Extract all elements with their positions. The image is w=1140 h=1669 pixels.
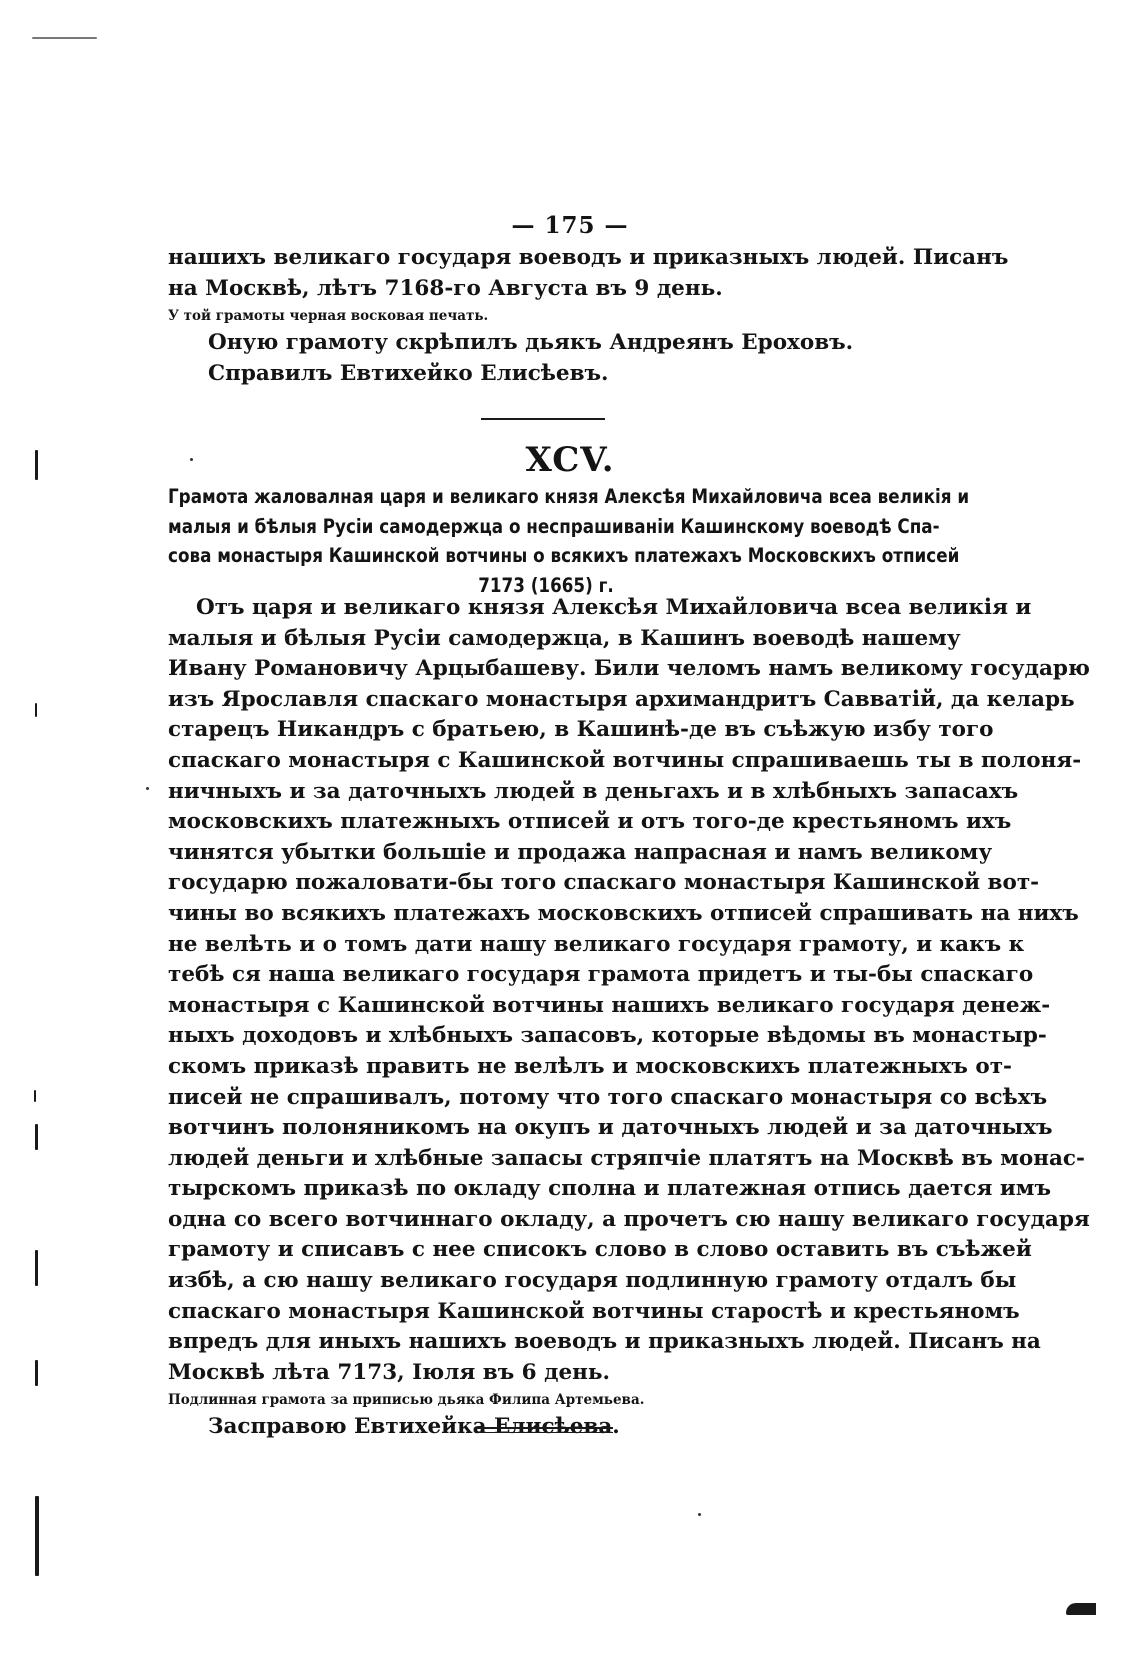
seal-note: У той грамоты черная восковая печать. (168, 308, 489, 325)
body-line: тебѣ ся наша великаго государя грамота придетъ и ты-бы спаскаго (168, 962, 1034, 988)
scan-edge-mark (35, 450, 38, 480)
scan-edge-mark (34, 1090, 36, 1102)
scan-edge-mark (35, 1496, 39, 1576)
text-line: на Москвѣ, лѣтъ 7168-го Августа въ 9 день. (168, 275, 723, 301)
text-line: нашихъ великаго государя воеводъ и приказныхъ людей. Писанъ (168, 245, 1009, 270)
body-line: Отъ царя и великаго князя Алексѣя Михайловича всеа великія и (196, 595, 1032, 620)
body-line: впредъ для иныхъ нашихъ воеводъ и приказныхъ людей. Писанъ на (168, 1329, 1041, 1355)
body-line: московскихъ платежныхъ отписей и отъ того-де крестьяномъ ихъ (168, 809, 1012, 835)
scan-edge-mark (35, 703, 37, 717)
body-line: скомъ приказѣ править не велѣлъ и московскихъ платежныхъ от- (168, 1053, 1012, 1079)
body-line: грамоту и списавъ с нее списокъ слово в слово оставить въ съѣжей (168, 1237, 1032, 1263)
scan-edge-mark (35, 1124, 38, 1150)
section-divider (481, 418, 605, 420)
signature-line: Справилъ Евтихейко Елисѣевъ. (208, 360, 609, 386)
body-line: ныхъ доходовъ и хлѣбныхъ запасовъ, которые вѣдомы въ монастыр- (168, 1023, 1047, 1049)
signature-line: Оную грамоту скрѣпилъ дьякъ Андреянъ Ероховъ. (208, 330, 854, 356)
body-line: вотчинъ полоняникомъ на окупъ и даточныхъ людей и за даточныхъ (168, 1115, 1053, 1141)
heading-line: 7173 (1665) г. (478, 573, 614, 597)
page-number: — 175 — (511, 212, 629, 239)
scan-edge-mark (32, 37, 97, 39)
body-line: старецъ Никандръ с братьею, в Кашинѣ-де въ съѣжую избу того (168, 717, 994, 743)
scan-edge-mark (35, 1250, 38, 1286)
closing-signature: Засправою Евтихейка Елисѣева. (208, 1414, 620, 1440)
body-line: изъ Ярославля спаскаго монастыря архимандритъ Савватій, да келарь (168, 686, 1075, 712)
body-line: не велѣть и о томъ дати нашу великаго государя грамоту, и какъ к (168, 931, 1025, 957)
body-line: избѣ, а сю нашу великаго государя подлинную грамоту отдалъ бы (168, 1268, 1017, 1294)
scan-edge-mark (1066, 1603, 1096, 1615)
body-line: Ивану Романовичу Арцыбашеву. Били челомъ намъ великому государю (168, 656, 1090, 682)
body-line: писей не спрашивалъ, потому что того спаскаго монастыря со всѣхъ (168, 1084, 1048, 1110)
body-line: чины во всякихъ платежахъ московскихъ отписей спрашивать на нихъ (168, 900, 1079, 926)
body-line: малыя и бѣлыя Русіи самодержца, в Кашинъ воеводѣ нашему (168, 625, 961, 651)
body-line: чинятся убытки большіе и продажа напрасная и намъ великому (168, 839, 993, 865)
attestation-note: Подлинная грамота за приписью дьяка Филипа Артемьева. (168, 1392, 645, 1409)
body-line: государю пожаловати-бы того спаскаго монастыря Кашинской вот- (168, 870, 1040, 896)
heading-line: сова монастыря Кашинской вотчины о всякихъ платежахъ Московскихъ отписей (168, 544, 960, 567)
scan-speck (190, 458, 193, 461)
body-line: Москвѣ лѣта 7173, Іюля въ 6 день. (168, 1359, 610, 1385)
document-heading (168, 482, 970, 600)
body-line: спаскаго монастыря Кашинской вотчины старостѣ и крестьяномъ (168, 1298, 1020, 1324)
scan-edge-mark (35, 1360, 38, 1386)
body-line: тырскомъ приказѣ по окладу сполна и платежная отпись дается имъ (168, 1176, 1051, 1202)
body-line: людей деньги и хлѣбные запасы стряпчіе платятъ на Москвѣ въ монас- (168, 1145, 1085, 1171)
body-line: спаскаго монастыря с Кашинской вотчины спрашиваешь ты в полоня- (168, 747, 1082, 773)
body-line: ничныхъ и за даточныхъ людей в деньгахъ и в хлѣбныхъ запасахъ (168, 778, 1019, 804)
body-line: одна со всего вотчиннаго окладу, а прочетъ сю нашу великаго государя (168, 1206, 1090, 1232)
heading-line: малыя и бѣлыя Русіи самодержца о неспрашиваніи Кашинскому воеводѣ Спа- (168, 514, 940, 538)
previous-document-ending (168, 243, 1009, 389)
heading-line: Грамота жаловалная царя и великаго князя Алексѣя Михайловича всеа великія и (168, 485, 970, 508)
document-number: XCV. (525, 440, 615, 480)
document-body (168, 593, 1090, 1443)
body-line: монастыря с Кашинской вотчины нашихъ великаго государя денеж- (168, 992, 1051, 1018)
scan-speck (698, 1513, 701, 1516)
scan-speck (146, 787, 149, 790)
end-divider (475, 1427, 613, 1429)
